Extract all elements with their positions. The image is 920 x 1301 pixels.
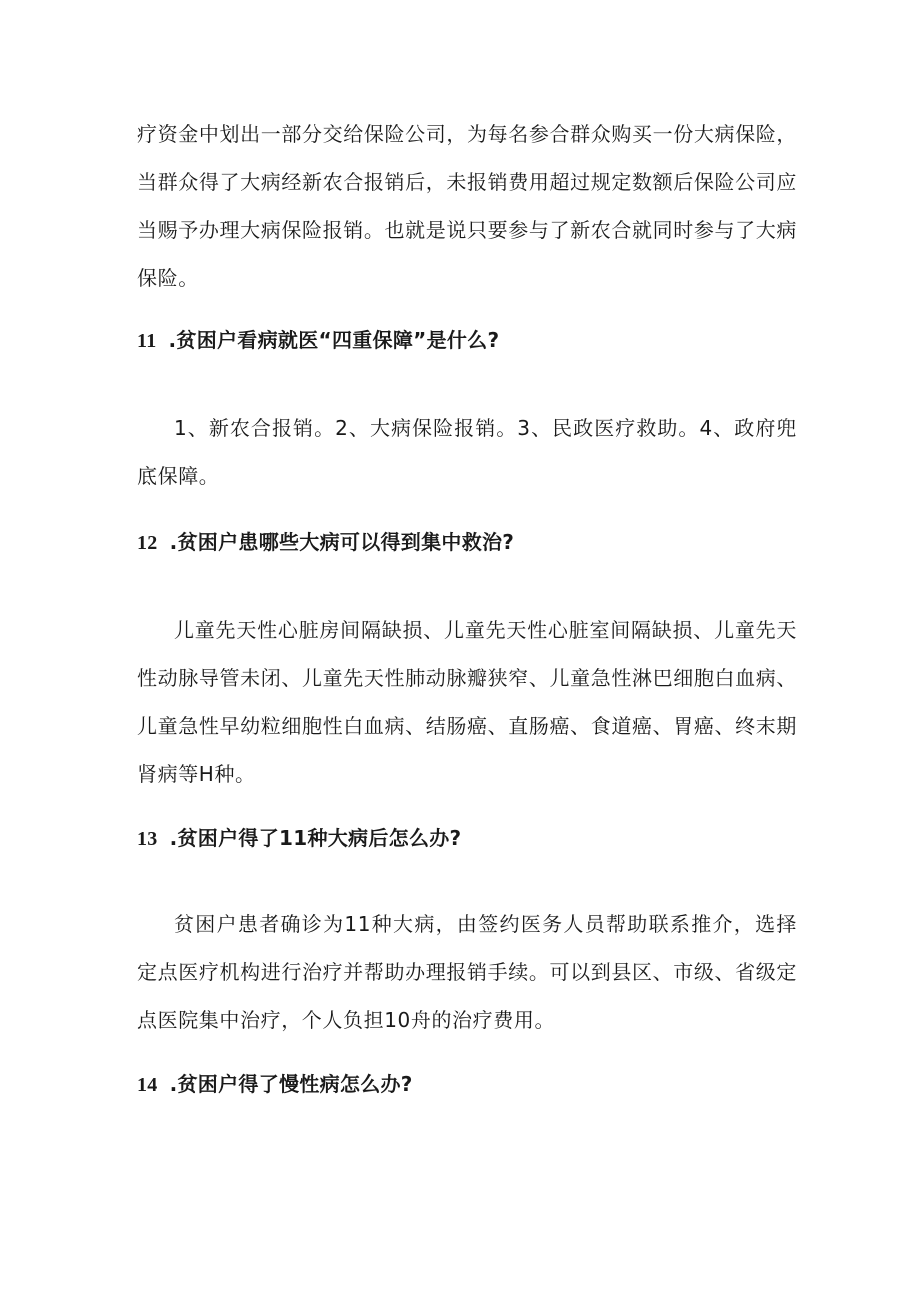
section-heading-13 bbox=[137, 823, 797, 854]
section-answer-13: 贫困户患者确诊为11种大病，由签约医务人员帮助联系推介，选择定点医疗机构进行治疗并帮助办理报销手续。可以到县区、市级、省级定点医院集中治疗，个人负担10舟的治疗费用。 bbox=[137, 912, 797, 1032]
section-answer-11: 1、新农合报销。2、大病保险报销。3、民政医疗救助。4、政府兜底保障。 bbox=[137, 416, 797, 488]
section-title: .贫困户得了慢性病怎么办? bbox=[169, 1072, 413, 1096]
section-title: .贫困户患哪些大病可以得到集中救治? bbox=[169, 530, 515, 554]
section-number: 12 bbox=[137, 532, 158, 554]
section-heading-11 bbox=[137, 325, 797, 356]
section-title: .贫困户得了11种大病后怎么办? bbox=[169, 826, 462, 850]
section-number: 14 bbox=[137, 1074, 158, 1096]
intro-paragraph: 疗资金中划出一部分交给保险公司，为每名参合群众购买一份大病保险，当群众得了大病经新农合报销后，未报销费用超过规定数额后保险公司应当赐予办理大病保险报销。也就是说只要参与了新农合就同时参与了大病保险。 bbox=[137, 122, 797, 290]
section-title: .贫困户看病就医“四重保障”是什么? bbox=[168, 328, 500, 352]
section-heading-14 bbox=[137, 1069, 797, 1100]
section-answer-12: 儿童先天性心脏房间隔缺损、儿童先天性心脏室间隔缺损、儿童先天性动脉导管未闭、儿童先天性肺动脉瓣狭窄、儿童急性淋巴细胞白血病、儿童急性早幼粒细胞性白血病、结肠癌、直肠癌、食道癌、胃癌、终末期肾病等H种。 bbox=[137, 618, 797, 786]
section-number: 11 bbox=[137, 330, 157, 352]
section-heading-12 bbox=[137, 527, 797, 558]
section-number: 13 bbox=[137, 828, 158, 850]
